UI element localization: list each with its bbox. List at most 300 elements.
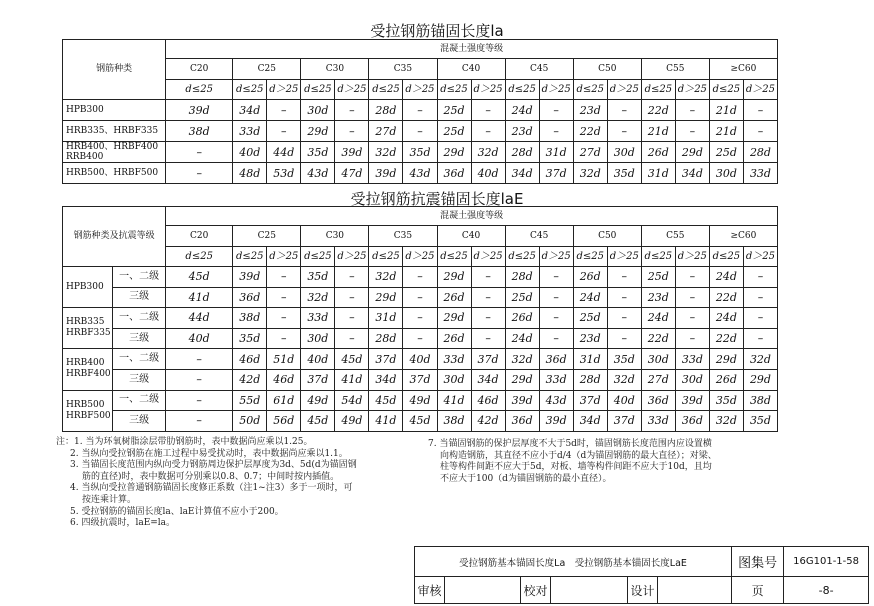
- anchorage-value: 27d: [573, 142, 607, 163]
- anchorage-value: 23d: [573, 328, 607, 349]
- anchorage-value: 28d: [369, 100, 403, 121]
- anchorage-value: 32d: [369, 267, 403, 288]
- page-label: 页: [732, 577, 784, 604]
- anchorage-value: 37d: [573, 390, 607, 411]
- steel-seismic-header: 钢筋种类及抗震等级: [63, 207, 166, 267]
- anchorage-value: 37d: [403, 369, 437, 390]
- note-line: 向构造钢筋，其直径不应小于d/4（d为锚固钢筋的最大直径）；对梁、: [440, 450, 717, 461]
- anchorage-value: 30d: [301, 328, 335, 349]
- anchorage-value: 24d: [573, 287, 607, 308]
- anchorage-value: –: [471, 121, 505, 142]
- grade-cell: C50: [573, 59, 641, 80]
- anchorage-value: 22d: [641, 328, 675, 349]
- anchorage-value: 38d: [743, 390, 777, 411]
- anchorage-value: 24d: [641, 308, 675, 329]
- diameter-condition: d＞25: [403, 80, 437, 100]
- anchorage-value: 30d: [675, 369, 709, 390]
- anchorage-value: 55d: [233, 390, 267, 411]
- anchorage-value: 56d: [267, 411, 301, 432]
- grade-cell: C45: [505, 59, 573, 80]
- anchorage-value: 30d: [437, 369, 471, 390]
- grade-cell: ≥C60: [709, 226, 777, 247]
- anchorage-value: 38d: [233, 308, 267, 329]
- anchorage-value: –: [166, 163, 233, 184]
- anchorage-value: 40d: [301, 349, 335, 370]
- anchorage-value: 41d: [369, 411, 403, 432]
- anchorage-value: 48d: [233, 163, 267, 184]
- anchorage-value: 29d: [369, 287, 403, 308]
- seismic-level-label: 一、二级: [113, 390, 166, 411]
- anchorage-value: 37d: [539, 163, 573, 184]
- anchorage-value: –: [675, 328, 709, 349]
- anchorage-value: 32d: [573, 163, 607, 184]
- anchorage-value: 36d: [233, 287, 267, 308]
- diameter-condition: d≤25: [233, 247, 267, 267]
- anchorage-value: 29d: [437, 267, 471, 288]
- anchorage-value: 23d: [505, 121, 539, 142]
- anchorage-value: 35d: [607, 163, 641, 184]
- anchorage-value: –: [539, 287, 573, 308]
- anchorage-value: 41d: [166, 287, 233, 308]
- review-signature: [445, 577, 521, 604]
- anchorage-value: 39d: [505, 390, 539, 411]
- diameter-condition: d≤25: [437, 80, 471, 100]
- steel-type-label: HRB500 HRBF500: [63, 390, 113, 431]
- diameter-condition: d≤25: [709, 80, 743, 100]
- anchorage-value: 40d: [471, 163, 505, 184]
- check-label: 校对: [521, 577, 551, 604]
- anchorage-value: –: [471, 100, 505, 121]
- anchorage-value: 34d: [675, 163, 709, 184]
- anchorage-value: 32d: [709, 411, 743, 432]
- anchorage-value: 28d: [505, 267, 539, 288]
- diameter-condition: d＞25: [335, 247, 369, 267]
- anchorage-value: –: [743, 287, 777, 308]
- diameter-condition: d＞25: [743, 80, 777, 100]
- anchorage-value: –: [539, 328, 573, 349]
- anchorage-value: 28d: [505, 142, 539, 163]
- anchorage-value: 49d: [335, 411, 369, 432]
- anchorage-value: 35d: [709, 390, 743, 411]
- anchorage-value: 49d: [301, 390, 335, 411]
- anchorage-value: 27d: [641, 369, 675, 390]
- anchorage-value: 45d: [335, 349, 369, 370]
- diameter-condition: d≤25: [573, 80, 607, 100]
- grade-cell: C30: [301, 59, 369, 80]
- anchorage-value: 32d: [471, 142, 505, 163]
- anchorage-value: 50d: [233, 411, 267, 432]
- anchorage-value: 61d: [267, 390, 301, 411]
- anchorage-value: 25d: [437, 100, 471, 121]
- anchorage-value: 29d: [437, 142, 471, 163]
- anchorage-value: –: [166, 411, 233, 432]
- anchorage-value: 32d: [301, 287, 335, 308]
- anchorage-value: 34d: [471, 369, 505, 390]
- anchorage-value: 29d: [709, 349, 743, 370]
- concrete-grade-header: 混凝土强度等级: [166, 40, 778, 59]
- anchorage-value: –: [335, 121, 369, 142]
- diameter-condition: d≤25: [301, 247, 335, 267]
- table-row: [63, 142, 778, 163]
- drawing-caption: 受拉钢筋基本锚固长度La 受拉钢筋基本锚固长度LaE: [415, 547, 732, 577]
- anchorage-value: 39d: [539, 411, 573, 432]
- anchorage-value: 29d: [505, 369, 539, 390]
- anchorage-value: 47d: [335, 163, 369, 184]
- anchorage-value: 26d: [437, 328, 471, 349]
- diameter-condition: d≤25: [641, 80, 675, 100]
- anchorage-value: 31d: [369, 308, 403, 329]
- diameter-condition: d≤25: [505, 80, 539, 100]
- anchorage-value: –: [607, 100, 641, 121]
- atlas-number: 16G101-1-58: [784, 547, 869, 577]
- anchorage-value: –: [539, 100, 573, 121]
- anchorage-value: –: [743, 121, 777, 142]
- note-line: 注：1. 当为环氧树脂涂层带肋钢筋时，表中数据尚应乘以1.25。: [56, 437, 313, 447]
- grade-cell: C55: [641, 226, 709, 247]
- anchorage-value: 24d: [709, 308, 743, 329]
- diameter-condition: d≤25: [369, 80, 403, 100]
- note-line: 2. 当纵向受拉钢筋在施工过程中易受扰动时，表中数据尚应乘以1.1。: [70, 448, 348, 459]
- anchorage-value: 23d: [641, 287, 675, 308]
- anchorage-value: 29d: [301, 121, 335, 142]
- grade-cell: C35: [369, 59, 437, 80]
- seismic-level-label: 三级: [113, 411, 166, 432]
- anchorage-value: –: [267, 100, 301, 121]
- diameter-condition: d≤25: [437, 247, 471, 267]
- anchorage-value: 24d: [505, 100, 539, 121]
- anchorage-value: 21d: [641, 121, 675, 142]
- seismic-level-label: 三级: [113, 328, 166, 349]
- note-line: 不应大于100（d为锚固钢筋的最小直径）。: [440, 473, 612, 484]
- steel-type-label: HRB400、HRBF400 RRB400: [63, 142, 166, 163]
- concrete-grade-header: 混凝土强度等级: [166, 207, 778, 226]
- anchorage-value: 46d: [267, 369, 301, 390]
- diameter-condition: d＞25: [675, 247, 709, 267]
- anchorage-value: 37d: [369, 349, 403, 370]
- anchorage-value: 33d: [301, 308, 335, 329]
- diameter-condition: d＞25: [335, 80, 369, 100]
- anchorage-value: 34d: [369, 369, 403, 390]
- anchorage-value: –: [607, 267, 641, 288]
- grade-cell: ≥C60: [709, 59, 777, 80]
- anchorage-value: –: [335, 287, 369, 308]
- notes-right: [428, 439, 717, 485]
- diameter-condition: d≤25: [505, 247, 539, 267]
- grade-cell: C40: [437, 59, 505, 80]
- steel-type-label: HRB335、HRBF335: [63, 121, 166, 142]
- anchorage-value: –: [675, 121, 709, 142]
- anchorage-value: –: [539, 308, 573, 329]
- check-signature: [551, 577, 628, 604]
- note-line: 3. 当锚固长度范围内纵向受力钢筋周边保护层厚度为3d、5d(d为锚固钢: [70, 460, 357, 471]
- note-line: 按连乘计算。: [82, 494, 137, 505]
- grade-cell: C55: [641, 59, 709, 80]
- anchorage-value: –: [403, 308, 437, 329]
- review-label: 审核: [415, 577, 445, 604]
- anchorage-value: 37d: [471, 349, 505, 370]
- note-line: 5. 受拉钢筋的锚固长度la、laE计算值不应小于200。: [70, 506, 284, 517]
- anchorage-value: 35d: [233, 328, 267, 349]
- diameter-condition: d≤25: [233, 80, 267, 100]
- anchorage-value: 39d: [675, 390, 709, 411]
- anchorage-value: 36d: [641, 390, 675, 411]
- anchorage-value: –: [539, 267, 573, 288]
- grade-cell: C20: [166, 226, 233, 247]
- grade-cell: C25: [233, 226, 301, 247]
- anchorage-value: 43d: [301, 163, 335, 184]
- anchorage-value: 29d: [675, 142, 709, 163]
- anchorage-value: 43d: [539, 390, 573, 411]
- anchorage-value: –: [471, 328, 505, 349]
- anchorage-value: 42d: [471, 411, 505, 432]
- diameter-condition: d≤25: [709, 247, 743, 267]
- anchorage-length-table: [62, 39, 778, 184]
- anchorage-value: –: [403, 100, 437, 121]
- anchorage-value: 40d: [403, 349, 437, 370]
- anchorage-value: 30d: [607, 142, 641, 163]
- anchorage-value: –: [743, 308, 777, 329]
- diameter-condition: d＞25: [539, 247, 573, 267]
- anchorage-value: 30d: [301, 100, 335, 121]
- notes-left: [56, 437, 357, 530]
- seismic-level-label: 一、二级: [113, 349, 166, 370]
- anchorage-value: 32d: [743, 349, 777, 370]
- anchorage-value: 29d: [437, 308, 471, 329]
- anchorage-value: –: [743, 328, 777, 349]
- anchorage-value: –: [335, 308, 369, 329]
- anchorage-value: –: [267, 121, 301, 142]
- note-line: 6. 四级抗震时，laE=la。: [70, 518, 176, 529]
- anchorage-value: 41d: [437, 390, 471, 411]
- anchorage-value: 28d: [743, 142, 777, 163]
- anchorage-value: 45d: [301, 411, 335, 432]
- anchorage-value: 24d: [505, 328, 539, 349]
- anchorage-value: 40d: [166, 328, 233, 349]
- anchorage-value: 35d: [403, 142, 437, 163]
- anchorage-value: 21d: [709, 121, 743, 142]
- anchorage-value: –: [166, 390, 233, 411]
- anchorage-value: –: [267, 308, 301, 329]
- anchorage-value: 31d: [573, 349, 607, 370]
- diameter-condition: d＞25: [539, 80, 573, 100]
- anchorage-value: –: [471, 267, 505, 288]
- anchorage-value: 25d: [505, 287, 539, 308]
- anchorage-value: –: [607, 328, 641, 349]
- anchorage-value: –: [335, 267, 369, 288]
- diameter-condition: d＞25: [607, 247, 641, 267]
- table-row: [63, 100, 778, 121]
- anchorage-value: 36d: [437, 163, 471, 184]
- grade-cell: C25: [233, 59, 301, 80]
- anchorage-value: 28d: [369, 328, 403, 349]
- diameter-condition: d≤25: [641, 247, 675, 267]
- page-number: -8-: [784, 577, 869, 604]
- anchorage-value: 29d: [743, 369, 777, 390]
- design-label: 设计: [628, 577, 658, 604]
- anchorage-value: –: [607, 308, 641, 329]
- anchorage-value: 54d: [335, 390, 369, 411]
- anchorage-value: 40d: [233, 142, 267, 163]
- anchorage-value: –: [471, 287, 505, 308]
- anchorage-value: 33d: [539, 369, 573, 390]
- grade-cell: C50: [573, 226, 641, 247]
- diameter-condition: d＞25: [267, 80, 301, 100]
- anchorage-value: 23d: [573, 100, 607, 121]
- anchorage-value: 43d: [403, 163, 437, 184]
- anchorage-value: 38d: [166, 121, 233, 142]
- anchorage-value: 35d: [301, 142, 335, 163]
- table-row: [63, 163, 778, 184]
- table-row: [63, 349, 778, 370]
- anchorage-value: 30d: [709, 163, 743, 184]
- anchorage-value: 37d: [301, 369, 335, 390]
- anchorage-value: –: [335, 328, 369, 349]
- anchorage-value: –: [675, 287, 709, 308]
- anchorage-value: 35d: [743, 411, 777, 432]
- seismic-level-label: 三级: [113, 287, 166, 308]
- anchorage-value: 34d: [505, 163, 539, 184]
- anchorage-value: 39d: [369, 163, 403, 184]
- steel-type-label: HPB300: [63, 100, 166, 121]
- diameter-condition: d＞25: [607, 80, 641, 100]
- table-row: [63, 267, 778, 288]
- anchorage-value: 46d: [233, 349, 267, 370]
- anchorage-value: 21d: [709, 100, 743, 121]
- anchorage-value: 31d: [641, 163, 675, 184]
- title-block: [414, 546, 869, 604]
- anchorage-value: –: [675, 100, 709, 121]
- anchorage-value: –: [166, 349, 233, 370]
- anchorage-value: 25d: [573, 308, 607, 329]
- diameter-condition: d＞25: [471, 247, 505, 267]
- anchorage-value: 38d: [437, 411, 471, 432]
- anchorage-value: 33d: [437, 349, 471, 370]
- anchorage-value: –: [607, 287, 641, 308]
- table-row: [63, 121, 778, 142]
- anchorage-value: 33d: [675, 349, 709, 370]
- anchorage-value: 39d: [166, 100, 233, 121]
- anchorage-value: –: [267, 287, 301, 308]
- diameter-condition: d≤25: [369, 247, 403, 267]
- diameter-condition: d≤25: [301, 80, 335, 100]
- diameter-condition: d＞25: [675, 80, 709, 100]
- anchorage-value: 35d: [301, 267, 335, 288]
- table1-title: 受拉钢筋锚固长度la: [370, 22, 504, 40]
- steel-type-label: HRB335 HRBF335: [63, 308, 113, 349]
- anchorage-value: 36d: [539, 349, 573, 370]
- anchorage-value: 32d: [369, 142, 403, 163]
- diameter-condition: d≤25: [166, 247, 233, 267]
- anchorage-value: 27d: [369, 121, 403, 142]
- anchorage-value: –: [471, 308, 505, 329]
- table-row: [63, 411, 778, 432]
- anchorage-value: 34d: [233, 100, 267, 121]
- anchorage-value: –: [335, 100, 369, 121]
- anchorage-value: 28d: [573, 369, 607, 390]
- atlas-label: 图集号: [732, 547, 784, 577]
- diameter-condition: d＞25: [743, 247, 777, 267]
- anchorage-value: 31d: [539, 142, 573, 163]
- design-signature: [658, 577, 732, 604]
- anchorage-value: 39d: [233, 267, 267, 288]
- seismic-level-label: 三级: [113, 369, 166, 390]
- steel-type-header: 钢筋种类: [63, 40, 166, 100]
- anchorage-value: 46d: [471, 390, 505, 411]
- anchorage-value: 44d: [166, 308, 233, 329]
- anchorage-value: –: [267, 267, 301, 288]
- table-row: [63, 308, 778, 329]
- grade-cell: C45: [505, 226, 573, 247]
- steel-type-label: HRB400 HRBF400: [63, 349, 113, 390]
- note-line: 7. 当锚固钢筋的保护层厚度不大于5d时，锚固钢筋长度范围内应设置横: [428, 439, 712, 449]
- anchorage-value: 45d: [369, 390, 403, 411]
- table-row: [63, 390, 778, 411]
- diameter-condition: d≤25: [573, 247, 607, 267]
- anchorage-value: 45d: [403, 411, 437, 432]
- anchorage-value: 33d: [641, 411, 675, 432]
- seismic-anchorage-length-table: [62, 206, 778, 432]
- anchorage-value: 25d: [437, 121, 471, 142]
- anchorage-value: –: [403, 287, 437, 308]
- anchorage-value: 22d: [641, 100, 675, 121]
- anchorage-value: 32d: [607, 369, 641, 390]
- anchorage-value: 22d: [709, 287, 743, 308]
- anchorage-value: –: [403, 328, 437, 349]
- anchorage-value: 25d: [641, 267, 675, 288]
- anchorage-value: 40d: [607, 390, 641, 411]
- steel-type-label: HRB500、HRBF500: [63, 163, 166, 184]
- grade-cell: C30: [301, 226, 369, 247]
- diameter-condition: d＞25: [267, 247, 301, 267]
- seismic-level-label: 一、二级: [113, 308, 166, 329]
- anchorage-value: 33d: [743, 163, 777, 184]
- anchorage-value: 51d: [267, 349, 301, 370]
- steel-type-label: HPB300: [63, 267, 113, 308]
- anchorage-value: –: [267, 328, 301, 349]
- anchorage-value: 49d: [403, 390, 437, 411]
- anchorage-value: 36d: [505, 411, 539, 432]
- anchorage-value: 45d: [166, 267, 233, 288]
- anchorage-value: 36d: [675, 411, 709, 432]
- anchorage-value: 33d: [233, 121, 267, 142]
- anchorage-value: 26d: [437, 287, 471, 308]
- anchorage-value: –: [403, 121, 437, 142]
- note-line: 筋的直径)时，表中数据可分别乘以0.8、0.7；中间时按内插值。: [82, 471, 340, 482]
- anchorage-value: 39d: [335, 142, 369, 163]
- anchorage-value: –: [166, 142, 233, 163]
- anchorage-value: 25d: [709, 142, 743, 163]
- diameter-condition: d＞25: [471, 80, 505, 100]
- anchorage-value: 26d: [573, 267, 607, 288]
- table-row: [63, 287, 778, 308]
- diameter-condition: d＞25: [403, 247, 437, 267]
- anchorage-value: –: [743, 100, 777, 121]
- table-row: [63, 369, 778, 390]
- anchorage-value: 34d: [573, 411, 607, 432]
- anchorage-value: 24d: [709, 267, 743, 288]
- anchorage-value: –: [675, 308, 709, 329]
- anchorage-value: –: [403, 267, 437, 288]
- grade-cell: C40: [437, 226, 505, 247]
- anchorage-value: 32d: [505, 349, 539, 370]
- anchorage-value: 35d: [607, 349, 641, 370]
- anchorage-value: –: [166, 369, 233, 390]
- anchorage-value: 26d: [505, 308, 539, 329]
- anchorage-value: 26d: [641, 142, 675, 163]
- anchorage-value: –: [607, 121, 641, 142]
- diameter-condition: d≤25: [166, 80, 233, 100]
- anchorage-value: –: [675, 267, 709, 288]
